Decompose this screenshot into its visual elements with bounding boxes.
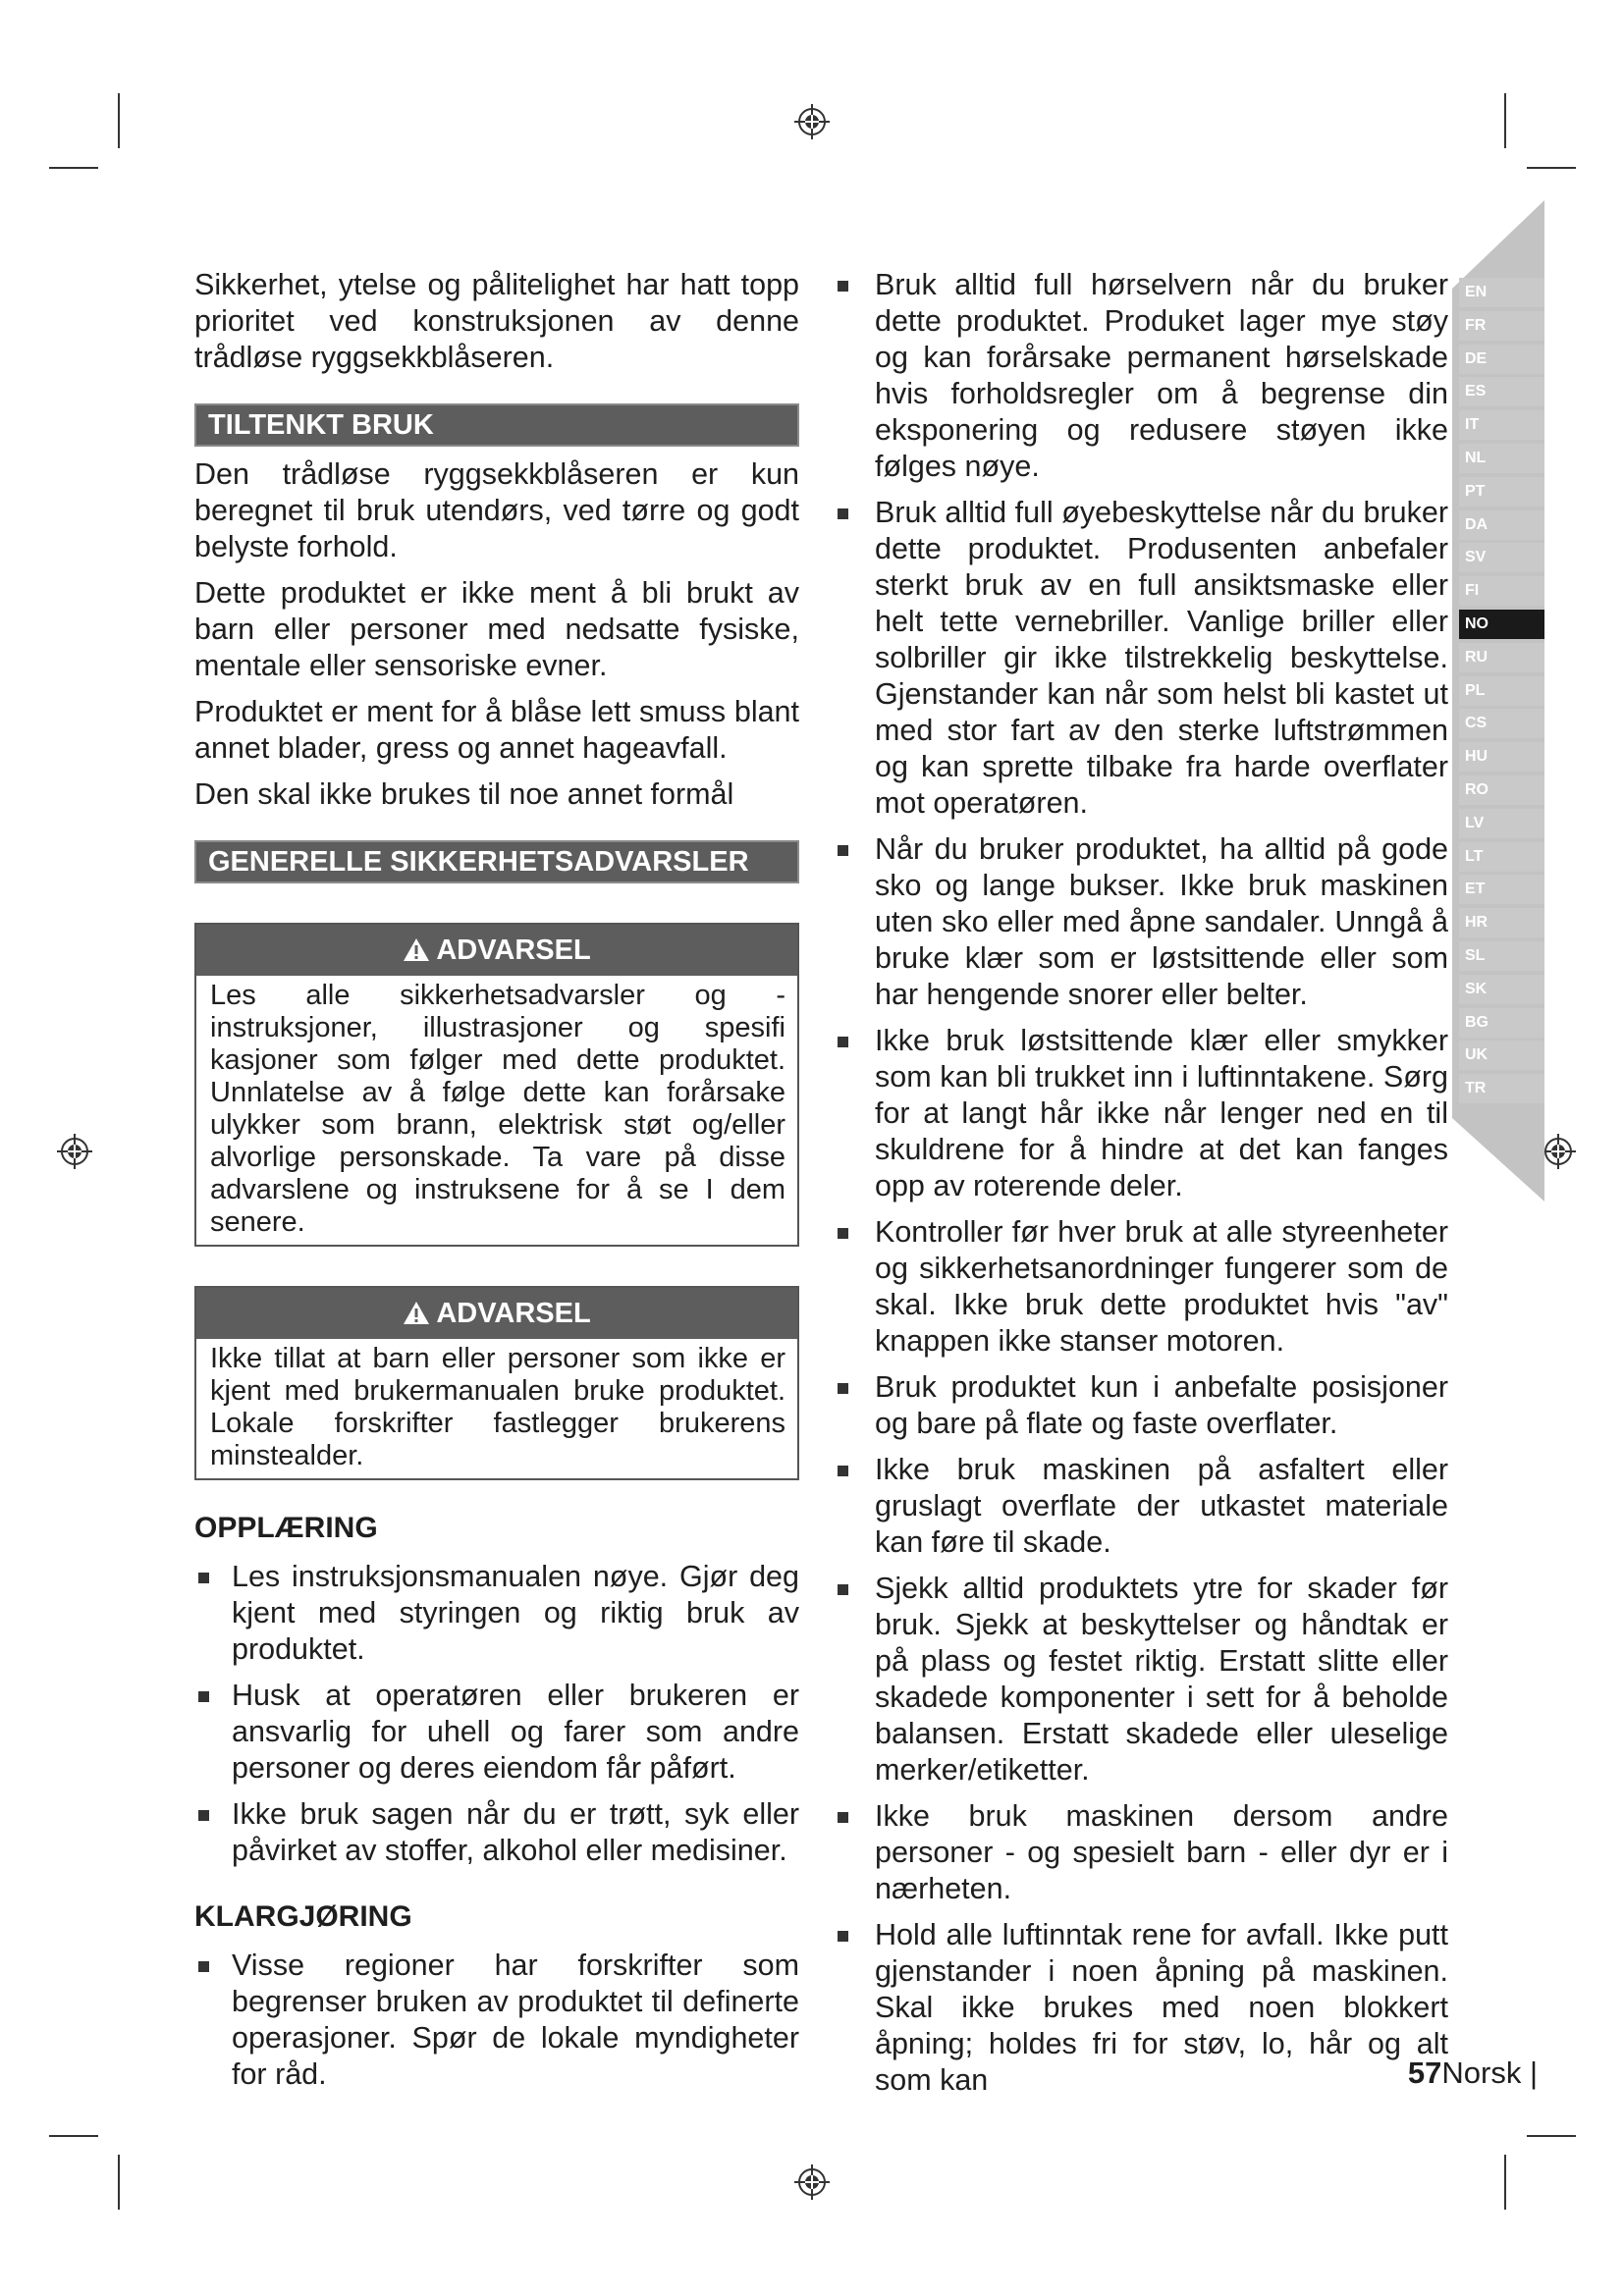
bullet-square-icon [838,1812,848,1823]
warning-text: Les alle sikkerhetsadvarsler og -instruksjoner, illustrasjoner og spesifi kasjoner som følger med dette produktet. Unnlatelse av å følge dette kan forårsake ulykker som brann, elektrisk støt og/eller alvorlige personskade. Ta vare på disse advarslene og instruksene for å se I dem senere. [210,980,785,1238]
list-item: Kontroller før hver bruk at alle styreenheter og sikkerhetsanordninger fungerer som de skal. Ikke bruk dette produktet hvis "av" knappen ikke stanser motoren. [839,1214,1448,1360]
crop-mark [1504,2155,1506,2210]
language-tab-lt[interactable]: LT [1459,842,1544,872]
crop-mark [1527,2135,1576,2137]
bullet-square-icon [838,1037,848,1047]
warning-title: ADVARSEL [436,1298,591,1329]
crop-mark [49,2135,98,2137]
footer-label: Norsk | [1441,2056,1538,2090]
list-item: Les instruksjonsmanualen nøye. Gjør deg kjent med styringen og riktig bruk av produktet. [194,1559,799,1668]
language-tab-ru[interactable]: RU [1459,643,1544,672]
language-tab-sk[interactable]: SK [1459,975,1544,1004]
list-item: Ikke bruk maskinen på asfaltert eller gruslagt overflate der utkastet materiale kan føre til skade. [839,1452,1448,1561]
registration-mark-icon [1539,1132,1578,1171]
safety-list [839,267,1448,2099]
language-tab-ro[interactable]: RO [1459,775,1544,805]
language-tab-hr[interactable]: HR [1459,908,1544,937]
list-item: Hold alle luftinntak rene for avfall. Ikke putt gjenstander i noen åpning på maskinen. Skal ikke brukes med noen blokkert åpning; holdes fri for støv, lo, hår og alt som kan [839,1917,1448,2099]
list-item: Visse regioner har forskrifter som begrenser bruken av produktet til definerte operasjoner. Spør de lokale myndigheter for råd. [194,1948,799,2093]
warning-box [194,923,799,1247]
bullet-square-icon [198,1691,209,1702]
list-item: Bruk produktet kun i anbefalte posisjoner og bare på flate og faste overflater. [839,1369,1448,1442]
registration-mark-icon [55,1132,94,1171]
list-item: Ikke bruk sagen når du er trøtt, syk eller påvirket av stoffer, alkohol eller medisiner. [194,1796,799,1869]
bullet-square-icon [838,1466,848,1476]
language-tab-hu[interactable]: HU [1459,742,1544,772]
page-number: 57 [1407,2056,1442,2090]
preparation-list [194,1948,799,2093]
warning-header [196,1288,797,1339]
paragraph: Den trådløse ryggsekkblåseren er kun beregnet til bruk utendørs, ved tørre og godt belyste forhold. [194,457,799,563]
list-item: Husk at operatøren eller brukeren er ansvarlig for uhell og farer som andre personer og deres eiendom får påført. [194,1678,799,1787]
list-item: Når du bruker produktet, ha alltid på gode sko og lange bukser. Ikke bruk maskinen uten sko eller med åpne sandaler. Unngå å bruke klær som er løstsittende eller som har hengende snorer eller belter. [839,831,1448,1013]
warning-box [194,1286,799,1480]
language-tab-no[interactable]: NO [1459,610,1544,639]
bullet-square-icon [838,281,848,292]
bullet-square-icon [838,1228,848,1239]
language-tab-sv[interactable]: SV [1459,543,1544,572]
crop-mark [118,93,120,148]
language-tab-sl[interactable]: SL [1459,941,1544,971]
paragraph: Dette produktet er ikke ment å bli brukt av barn eller personer med nedsatte fysiske, mentale eller sensoriske evner. [194,576,799,682]
crop-mark [49,167,98,169]
crop-mark [1504,93,1506,148]
warning-title: ADVARSEL [436,934,591,966]
bullet-square-icon [838,845,848,856]
language-tab-da[interactable]: DA [1459,510,1544,540]
warning-triangle-icon [403,1301,430,1325]
page-footer [1408,2056,1538,2091]
language-tab-uk[interactable]: UK [1459,1041,1544,1070]
registration-mark-icon [792,102,832,141]
section-heading-intended-use: TILTENKT BRUK [194,403,799,447]
paragraph: Den skal ikke brukes til noe annet formål [194,777,734,811]
list-item: Ikke bruk maskinen dersom andre personer - og spesielt barn - eller dyr er i nærheten. [839,1798,1448,1907]
list-item: Bruk alltid full hørselvern når du bruker dette produktet. Produket lager mye støy og kan forårsake permanent hørselskade hvis forholdsregler om å begrense din eksponering og redusere støyen ikke følges nøye. [839,267,1448,485]
bullet-square-icon [838,1383,848,1394]
bullet-square-icon [198,1961,209,1972]
section-heading-general-safety: GENERELLE SIKKERHETSADVARSLER [194,840,799,883]
language-tab-cs[interactable]: CS [1459,709,1544,738]
language-list [1459,278,1544,1107]
left-column [194,267,799,2103]
bullet-square-icon [838,1931,848,1942]
warning-triangle-icon [403,937,430,962]
bullet-square-icon [198,1810,209,1821]
language-tab-bg[interactable]: BG [1459,1008,1544,1038]
crop-mark [118,2155,120,2210]
list-item: Sjekk alltid produktets ytre for skader før bruk. Sjekk at beskyttelser og håndtak er på plass og festet riktig. Erstatt slitte eller skadede komponenter i sett for å beholde balansen. Erstatt skadede eller uleselige merker/etiketter. [839,1571,1448,1789]
language-tab-et[interactable]: ET [1459,875,1544,904]
list-item: Ikke bruk løstsittende klær eller smykker som kan bli trukket inn i luftinntakene. Sørg for at langt hår ikke når lenger ned en til skuldrene for å hindre at det kan fanges opp av roterende deler. [839,1023,1448,1204]
bullet-square-icon [838,1584,848,1595]
language-tab-tr[interactable]: TR [1459,1074,1544,1103]
intro-paragraph: Sikkerhet, ytelse og pålitelighet har hatt topp prioritet ved konstruksjonen av denne trådløse ryggsekkblåseren. [194,268,799,374]
subheading-training: OPPLÆRING [194,1512,378,1544]
language-tab-es[interactable]: ES [1459,377,1544,406]
language-tab-en[interactable]: EN [1459,278,1544,307]
language-tab-pl[interactable]: PL [1459,676,1544,706]
language-tab-pt[interactable]: PT [1459,477,1544,507]
language-tab-fi[interactable]: FI [1459,576,1544,606]
right-column [839,267,1448,2109]
language-tab-nl[interactable]: NL [1459,444,1544,473]
language-tab-fr[interactable]: FR [1459,311,1544,341]
language-tab-it[interactable]: IT [1459,410,1544,440]
subheading-preparation: KLARGJØRING [194,1900,412,1933]
registration-mark-icon [792,2163,832,2202]
training-list [194,1559,799,1869]
language-tab-lv[interactable]: LV [1459,809,1544,838]
warning-header [196,925,797,976]
crop-mark [1527,167,1576,169]
list-item: Bruk alltid full øyebeskyttelse når du bruker dette produktet. Produsenten anbefaler sterkt bruk av en full ansiktsmaske eller helt tette vernebriller. Vanlige briller eller solbriller gir ikke tilstrekkelig beskyttelse. Gjenstander kan når som helst bli kastet ut med stor fart av den sterke luftstrømmen og kan sprette tilbake fra harde overflater mot operatøren. [839,495,1448,822]
warning-text: Ikke tillat at barn eller personer som ikke er kjent med brukermanualen bruke produktet. Lokale forskrifter fastlegger brukerens minstealder. [210,1343,785,1471]
bullet-square-icon [838,508,848,519]
bullet-square-icon [198,1573,209,1583]
paragraph: Produktet er ment for å blåse lett smuss blant annet blader, gress og annet hageavfall. [194,695,799,765]
language-tab-de[interactable]: DE [1459,345,1544,374]
